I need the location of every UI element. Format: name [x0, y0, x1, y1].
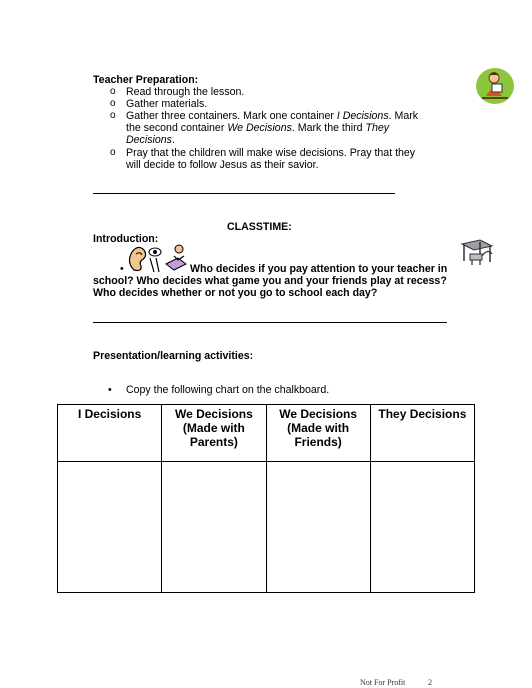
list-bullet: o: [110, 98, 116, 109]
presentation-instruction: Copy the following chart on the chalkboard.: [126, 384, 330, 396]
table-cell: [266, 462, 370, 593]
list-bullet: o: [110, 147, 116, 158]
list-bullet: o: [110, 86, 116, 97]
footer-text: Not For Profit: [360, 678, 406, 687]
classtime-heading: CLASSTIME:: [227, 221, 292, 233]
ear-eye-hands-icon: [126, 242, 188, 274]
list-bullet: o: [110, 110, 116, 121]
header-cell-i-decisions: I Decisions: [58, 405, 162, 462]
table-cell: [58, 462, 162, 593]
presentation-heading: Presentation/learning activities:: [93, 350, 254, 362]
page-number: 2: [428, 678, 432, 687]
divider-line: [93, 193, 395, 194]
prep-item-3: Gather three containers. Mark one container I Decisions. Mark the second container We Decisions. Mark the third They Decisions.: [126, 110, 419, 147]
table-cell: [162, 462, 266, 593]
list-bullet: •: [108, 384, 112, 396]
prep-item-1: Read through the lesson.: [126, 86, 245, 98]
prep-item-2: Gather materials.: [126, 98, 208, 110]
school-desk-icon: [460, 238, 494, 266]
teacher-prep-heading: Teacher Preparation:: [93, 74, 199, 86]
header-cell-they-decisions: They Decisions: [370, 405, 474, 462]
divider-line: [93, 322, 447, 323]
prep-item-4: Pray that the children will make wise decisions. Pray that they will decide to follow Jesus as their savior.: [126, 147, 416, 172]
decisions-chart-table: [57, 404, 475, 593]
table-cell: [370, 462, 474, 593]
header-cell-we-decisions-parents: We Decisions (Made with Parents): [162, 405, 266, 462]
intro-question-line2: school? Who decides what game you and your friends play at recess?: [93, 275, 447, 287]
intro-question-line3: Who decides whether or not you go to school each day?: [93, 287, 378, 299]
intro-question-line1: Who decides if you pay attention to your teacher in: [190, 263, 448, 275]
introduction-label: Introduction:: [93, 233, 159, 245]
teacher-reading-icon: [474, 66, 516, 106]
list-bullet: •: [120, 263, 124, 275]
header-cell-we-decisions-friends: We Decisions (Made with Friends): [266, 405, 370, 462]
